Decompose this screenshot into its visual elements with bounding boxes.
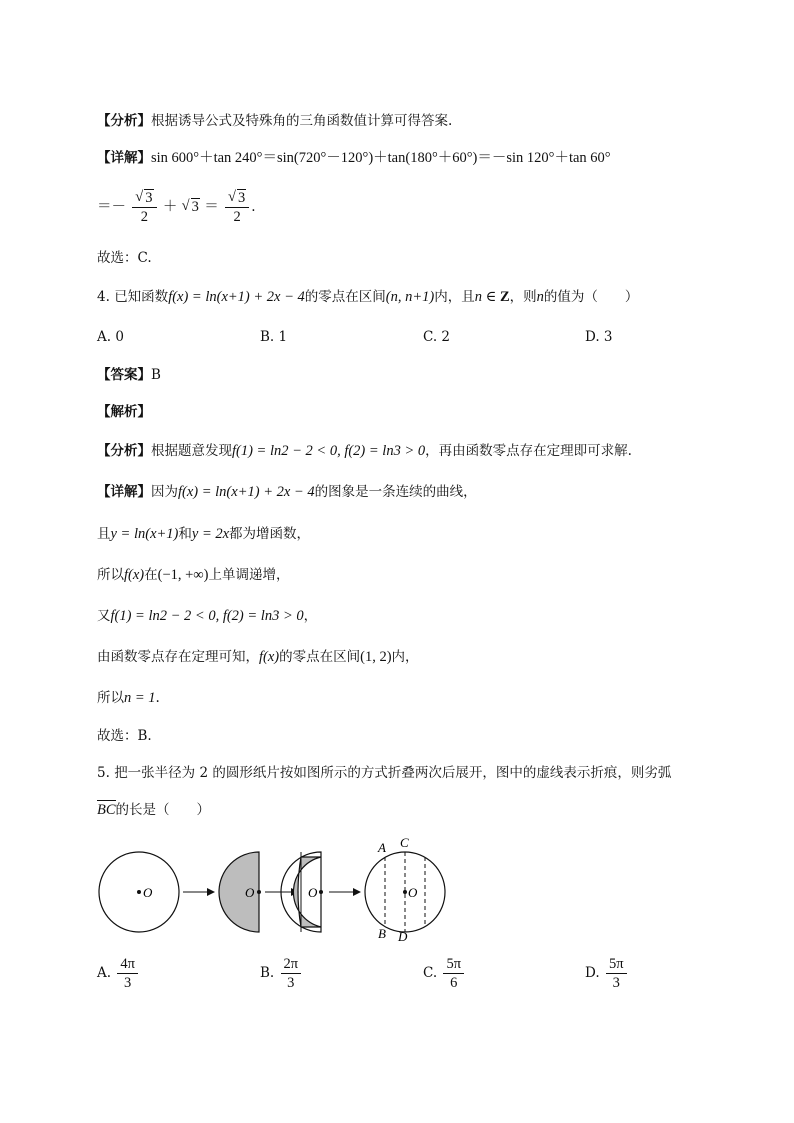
q5-option-c[interactable] — [423, 955, 466, 992]
question-5-stem-line-2 — [97, 800, 210, 820]
sqrt3-radicand-2: 3 — [191, 199, 199, 215]
expression-linear: y = 2x — [191, 526, 230, 542]
detail-text: 由函数零点存在定理可知， — [97, 649, 259, 665]
detail-text: 因为 — [151, 484, 178, 500]
fraction-denominator: 2 — [140, 209, 149, 225]
q4-detail-line-6 — [97, 688, 160, 708]
integer-set-symbol: Z — [499, 289, 510, 305]
option-fraction — [443, 955, 464, 992]
interval-expression: (n, n+1) — [385, 289, 435, 305]
detail-text: 所以 — [97, 690, 124, 706]
stem-text: 把一张半径为 2 的圆形纸片按如图所示的方式折叠两次后展开，图中的虚线表示折痕，则劣弧 — [114, 765, 672, 781]
detail-text: 的图象是一条连续的曲线， — [314, 484, 477, 500]
q4-detail-line-3 — [97, 565, 289, 585]
center-label: O — [245, 885, 255, 900]
function-symbol: f(x) — [124, 567, 145, 583]
detail-text: 都为增函数， — [229, 526, 311, 542]
full-circle-stage — [99, 852, 179, 932]
fraction-sqrt3-over-2 — [132, 189, 156, 226]
option-letter: A. — [97, 965, 112, 981]
period: . — [251, 199, 256, 215]
function-expression: f(x) = ln(x+1) + 2x − 4 — [168, 289, 305, 305]
option-d[interactable]: D. 3 — [585, 329, 613, 345]
center-dot — [403, 890, 407, 894]
detail-line — [97, 148, 611, 168]
detail-tag: 【详解】 — [97, 150, 151, 166]
option-fraction — [117, 955, 138, 992]
q4-detail-line-4 — [97, 606, 317, 626]
q5-option-b[interactable] — [260, 955, 303, 992]
stem-part: ，则 — [509, 289, 537, 305]
point-b-label: B — [378, 926, 386, 941]
equals-sign: ＝ — [204, 199, 219, 215]
option-b[interactable]: B. 1 — [260, 329, 288, 345]
zero-interval: (1, 2) — [360, 649, 392, 665]
detail-text: 的零点在区间 — [279, 649, 361, 665]
denominator: 3 — [287, 975, 295, 991]
stem-part: 已知函数 — [114, 289, 169, 305]
answer-value: B — [151, 367, 161, 383]
result-prefix: ＝－ — [97, 199, 126, 215]
option-letter: C. — [423, 965, 438, 981]
option-letter: D. — [585, 965, 600, 981]
analysis-tag: 【分析】 — [97, 443, 151, 459]
detail-text: 所以 — [97, 567, 124, 583]
analysis-expression: f(1) = ln2 − 2 < 0, f(2) = ln3 > 0 — [232, 443, 426, 459]
stem-part: 内，且 — [434, 289, 475, 305]
q4-detail-line-1 — [97, 482, 477, 502]
analysis-text: ，再由函数零点存在定理即可求解. — [425, 443, 632, 459]
detail-result — [97, 187, 256, 227]
stem-text: 的长是（ ） — [115, 802, 211, 818]
question-number: 5. — [97, 765, 110, 781]
sqrt3-term — [182, 187, 200, 227]
function-symbol: f(x) — [259, 649, 280, 665]
detail-text: . — [155, 690, 160, 706]
condition-expression: n ∈ — [474, 289, 500, 305]
sqrt3-radicand: 3 — [145, 190, 153, 206]
center-dot — [257, 890, 261, 894]
detail-text: 上单调递增， — [208, 567, 290, 583]
fraction-result-denominator: 2 — [233, 209, 241, 225]
point-d-label: D — [398, 929, 408, 944]
analysis-text: 根据诱导公式及特殊角的三角函数值计算可得答案. — [151, 113, 453, 129]
detail-text: 在 — [144, 567, 158, 583]
stem-part: 的值为（ ） — [543, 289, 639, 305]
analysis-tag: 【分析】 — [97, 113, 151, 129]
choice-line-3: 故选：C. — [97, 250, 152, 266]
numerator: 5π — [606, 955, 627, 974]
center-label: O — [143, 885, 153, 900]
option-fraction — [281, 955, 302, 992]
half-circle-stage — [219, 852, 261, 932]
result-expression: n = 1 — [124, 690, 156, 706]
choice-line-4: 故选：B. — [97, 728, 152, 744]
question-4-stem — [97, 287, 638, 307]
denominator: 3 — [612, 975, 620, 991]
option-a[interactable]: A. 0 — [97, 329, 124, 345]
detail-expression: sin 600°＋tan 240°＝sin(720°－120°)＋tan(180°＋60°)＝－sin 120°＋tan 60° — [151, 150, 611, 166]
fraction-result — [225, 189, 249, 226]
sqrt3-radicand-3: 3 — [237, 190, 246, 206]
detail-text: 且 — [97, 526, 111, 542]
center-label: O — [308, 885, 318, 900]
q4-detail-line-5 — [97, 647, 419, 667]
q5-option-a[interactable] — [97, 955, 140, 992]
jiexi-heading: 【解析】 — [97, 404, 151, 420]
q4-detail-line-2 — [97, 524, 310, 544]
values-expression: f(1) = ln2 − 2 < 0, f(2) = ln3 > 0 — [110, 608, 304, 624]
center-dot — [137, 890, 141, 894]
option-fraction — [606, 955, 627, 992]
unfolded-circle-stage — [365, 835, 445, 944]
answer-tag: 【答案】 — [97, 367, 151, 383]
arc-label: BC — [97, 802, 116, 818]
numerator: 5π — [443, 955, 464, 974]
q5-option-d[interactable] — [585, 955, 629, 992]
domain-interval: (−1, +∞) — [157, 567, 209, 583]
numerator: 2π — [281, 955, 302, 974]
option-c[interactable]: C. 2 — [423, 329, 451, 345]
point-c-label: C — [400, 835, 409, 850]
analysis-text: 根据题意发现 — [151, 443, 232, 459]
numerator: 4π — [117, 955, 138, 974]
folding-figure — [95, 835, 455, 950]
function-expression: f(x) = ln(x+1) + 2x − 4 — [178, 484, 315, 500]
expression-ln: y = ln(x+1) — [110, 526, 179, 542]
stem-part: 的零点在区间 — [304, 289, 386, 305]
detail-tag: 【详解】 — [97, 484, 151, 500]
point-a-label: A — [378, 840, 386, 855]
denominator: 6 — [450, 975, 458, 991]
detail-text: 内， — [391, 649, 419, 665]
option-letter: B. — [260, 965, 275, 981]
q4-analysis-line — [97, 441, 632, 461]
arrow-icon — [183, 888, 215, 896]
denominator: 3 — [124, 975, 132, 991]
center-dot — [319, 890, 323, 894]
detail-text: 和 — [178, 526, 192, 542]
plus-sign: ＋ — [162, 199, 178, 215]
answer-line — [97, 365, 161, 385]
question-5-stem-line-1 — [97, 763, 671, 783]
analysis-line — [97, 111, 452, 131]
detail-text: 又 — [97, 608, 111, 624]
detail-text: ， — [303, 608, 318, 624]
variable-n: n — [536, 289, 544, 305]
center-label: O — [408, 885, 418, 900]
question-number: 4. — [97, 289, 110, 305]
arrow-icon — [329, 888, 361, 896]
